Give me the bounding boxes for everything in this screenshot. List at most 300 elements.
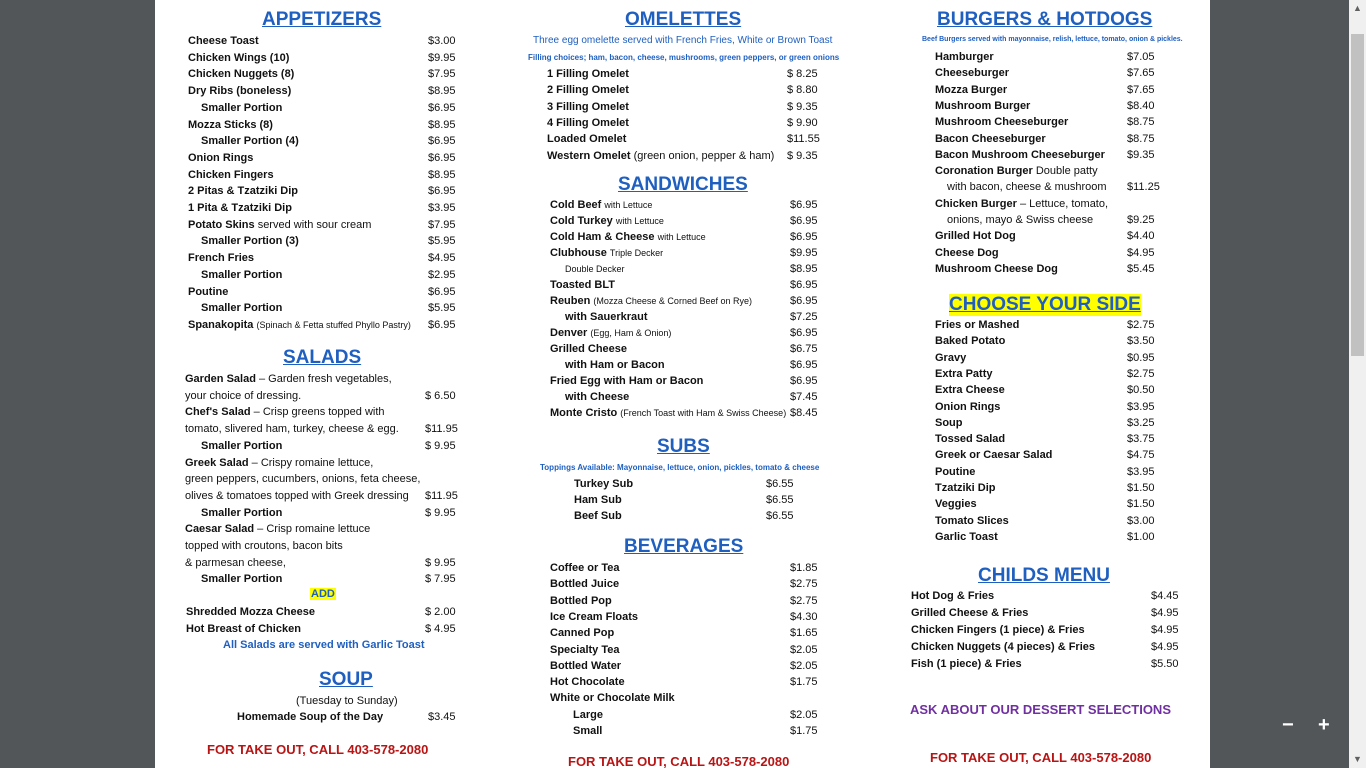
item-name: with Sauerkraut <box>565 311 648 323</box>
side-row <box>935 482 996 495</box>
item-name: Extra Cheese <box>935 384 1005 397</box>
item-description: olives & tomatoes topped with Greek dressing <box>185 489 409 502</box>
burger-row <box>935 149 1105 162</box>
item-name: Mozza Sticks (8) <box>188 118 273 131</box>
burger-row <box>935 133 1046 146</box>
side-row <box>935 449 1052 462</box>
item-name: Grilled Cheese & Fries <box>911 607 1029 619</box>
item-price: $4.95 <box>1151 607 1179 619</box>
item-price: $8.95 <box>428 118 456 131</box>
item-price: $4.95 <box>1151 641 1179 653</box>
item-price: $6.55 <box>766 510 794 522</box>
item-price: $4.30 <box>790 610 818 623</box>
vertical-scrollbar[interactable] <box>1349 0 1366 768</box>
item-name: Chicken Fingers <box>188 168 274 181</box>
salad-row <box>185 473 420 486</box>
beverage-row <box>550 611 638 624</box>
side-row <box>935 417 963 430</box>
item-name: 3 Filling Omelet <box>547 100 629 113</box>
appetizer-row <box>188 202 292 215</box>
item-name: Chef's Salad <box>185 406 251 419</box>
item-name: 1 Pita & Tzatziki Dip <box>188 202 292 214</box>
item-name: Bacon Cheeseburger <box>935 132 1046 145</box>
item-price: $3.00 <box>1127 514 1155 527</box>
item-price: $6.95 <box>428 151 456 164</box>
item-name: Smaller Portion (3) <box>201 235 299 248</box>
sandwich-row <box>550 199 652 212</box>
salad-row <box>185 490 409 503</box>
item-name: Turkey Sub <box>574 478 634 490</box>
item-description: with Lettuce <box>604 200 653 210</box>
item-price: $4.95 <box>428 252 456 265</box>
takeout-3: FOR TAKE OUT, CALL 403-578-2080 <box>930 750 1152 765</box>
item-price: $6.55 <box>766 478 794 490</box>
appetizer-row <box>188 286 228 299</box>
item-name: Monte Cristo <box>550 407 618 419</box>
item-name: Caesar Salad <box>185 523 255 536</box>
appetizer-row <box>201 269 282 282</box>
item-name: Shredded Mozza Cheese <box>186 606 315 618</box>
item-name: White or Chocolate Milk <box>550 692 675 705</box>
sandwich-row <box>550 327 671 340</box>
item-price: $1.50 <box>1127 498 1155 511</box>
item-name: Greek Salad <box>185 456 249 469</box>
item-name: Fish (1 piece) & Fries <box>911 658 1022 670</box>
item-name: Smaller Portion <box>201 506 283 519</box>
side-row <box>935 531 998 544</box>
item-price: $3.95 <box>428 202 456 214</box>
item-price: $9.35 <box>1127 148 1155 161</box>
burger-row <box>935 84 1007 97</box>
child-menu-row <box>911 590 994 603</box>
item-price: $ 4.95 <box>425 623 456 635</box>
item-name: Chicken Burger <box>935 197 1017 210</box>
item-name: Chicken Nuggets (8) <box>188 68 295 81</box>
item-description: (Mozza Cheese & Corned Beef on Rye) <box>593 296 752 306</box>
sub-row <box>574 494 622 507</box>
sandwich-row <box>565 263 625 276</box>
item-description: Triple Decker <box>609 248 664 258</box>
item-name: 4 Filling Omelet <box>547 116 629 129</box>
item-price: $1.50 <box>1127 482 1155 494</box>
item-name: Small <box>573 725 603 737</box>
item-price: $4.95 <box>1127 246 1155 259</box>
item-name: Smaller Portion <box>201 101 283 114</box>
burger-row <box>935 100 1030 113</box>
appetizer-row <box>201 135 299 148</box>
burger-row <box>935 116 1068 129</box>
item-name: Cold Beef <box>550 199 602 211</box>
side-row <box>935 433 1005 446</box>
item-price: $4.95 <box>1151 624 1179 636</box>
item-name: Toasted BLT <box>550 279 615 291</box>
item-description: – Lettuce, tomato, <box>1019 197 1109 210</box>
item-price: $9.95 <box>790 247 818 259</box>
item-description: green peppers, cucumbers, onions, feta cheese, <box>185 473 421 486</box>
item-name: Hot Dog & Fries <box>911 590 995 602</box>
item-price: $5.50 <box>1151 658 1179 670</box>
sub-row <box>574 510 622 523</box>
dessert-note: ASK ABOUT OUR DESSERT SELECTIONS <box>910 702 1171 717</box>
item-price: $1.75 <box>790 676 818 689</box>
item-price: $6.95 <box>428 101 456 114</box>
item-price: $ 8.80 <box>787 84 818 97</box>
salad-row <box>185 523 370 536</box>
side-row <box>935 352 966 365</box>
item-name: Cheese Toast <box>188 35 259 47</box>
appetizer-row <box>188 185 298 198</box>
item-name: Poutine <box>935 465 976 478</box>
item-price: $1.75 <box>790 725 818 737</box>
item-price: $3.50 <box>1127 335 1155 348</box>
item-name: Denver <box>550 327 588 339</box>
item-name: Mushroom Cheese Dog <box>935 262 1058 275</box>
item-price: $1.85 <box>790 562 818 574</box>
scroll-up-icon[interactable]: ▲ <box>1353 3 1362 13</box>
item-name: Bottled Water <box>550 659 622 672</box>
item-price: $6.95 <box>790 231 818 243</box>
item-name: Specialty Tea <box>550 643 620 656</box>
item-name: Cold Turkey <box>550 215 613 227</box>
sandwich-row <box>550 407 786 420</box>
item-price: $3.95 <box>1127 400 1155 413</box>
salad-row <box>201 573 282 586</box>
item-name: Extra Patty <box>935 367 993 380</box>
item-name: Grilled Cheese <box>550 343 628 355</box>
item-name: Chicken Wings (10) <box>188 51 290 64</box>
zoom-in-button[interactable]: + <box>1318 714 1330 736</box>
item-price: $6.95 <box>790 295 818 307</box>
item-price: $7.05 <box>1127 51 1155 63</box>
beverage-row <box>550 627 614 640</box>
item-price: $11.55 <box>787 133 820 146</box>
item-price: $ 2.00 <box>425 606 456 618</box>
item-name: Chicken Fingers (1 piece) & Fries <box>911 624 1085 636</box>
takeout-1: FOR TAKE OUT, CALL 403-578-2080 <box>207 742 429 757</box>
zoom-out-button[interactable]: − <box>1282 714 1294 736</box>
salad-add-row <box>186 623 301 636</box>
salad-row <box>201 507 282 520</box>
item-name: with Ham or Bacon <box>565 359 665 371</box>
item-name: Fries or Mashed <box>935 319 1020 331</box>
item-price: $11.25 <box>1127 181 1160 194</box>
beverage-row <box>550 692 675 705</box>
burger-row <box>935 67 1009 80</box>
item-name: Onion Rings <box>935 400 1001 413</box>
item-price: $8.75 <box>1127 116 1155 129</box>
item-price: $2.75 <box>790 594 818 607</box>
item-price: $6.95 <box>790 215 818 227</box>
salad-row <box>185 557 286 570</box>
item-description: served with sour cream <box>257 218 372 231</box>
item-price: $6.95 <box>428 135 456 148</box>
item-price: $4.40 <box>1127 230 1155 243</box>
item-name: Canned Pop <box>550 627 615 640</box>
item-price: $9.25 <box>1127 214 1155 226</box>
soup-subtitle: (Tuesday to Sunday) <box>296 695 398 707</box>
item-price: $7.95 <box>428 68 456 81</box>
side-row <box>935 515 1009 528</box>
item-price: $0.95 <box>1127 351 1155 364</box>
item-description: (Egg, Ham & Onion) <box>590 328 672 338</box>
item-price: $6.95 <box>790 199 818 211</box>
salad-add-row <box>186 606 315 619</box>
item-name: Mushroom Burger <box>935 99 1031 112</box>
item-name: Bottled Pop <box>550 594 612 607</box>
item-name: Smaller Portion (4) <box>201 135 299 148</box>
salad-row <box>185 423 399 436</box>
item-price: $2.95 <box>428 268 456 281</box>
item-price: $4.45 <box>1151 590 1179 602</box>
sandwich-row <box>565 311 648 324</box>
appetizer-row <box>188 219 371 232</box>
salads-heading: SALADS <box>283 347 362 368</box>
item-price: $5.45 <box>1127 262 1155 275</box>
item-name: Grilled Hot Dog <box>935 230 1016 243</box>
item-name: Coffee or Tea <box>550 562 620 574</box>
item-name: with Cheese <box>565 391 630 403</box>
burger-row <box>935 230 1016 243</box>
item-name: Cheeseburger <box>935 67 1009 80</box>
salad-row <box>185 373 392 386</box>
salad-row <box>185 540 343 553</box>
item-name: Clubhouse <box>550 247 607 259</box>
appetizer-row <box>188 52 289 65</box>
item-name: Smaller Portion <box>201 439 283 452</box>
item-price: $ 6.50 <box>425 389 456 402</box>
item-price: $7.45 <box>790 391 818 403</box>
sandwich-row <box>550 247 663 260</box>
omelet-row <box>547 150 774 163</box>
item-price: $7.65 <box>1127 67 1155 80</box>
takeout-2: FOR TAKE OUT, CALL 403-578-2080 <box>568 754 790 768</box>
burgers-note: Beef Burgers served with mayonnaise, relish, lettuce, tomato, onion & pickles. <box>922 36 1183 43</box>
soup-item-name: Homemade Soup of the Day <box>237 711 384 723</box>
item-price: $2.75 <box>790 578 818 591</box>
subs-note: Toppings Available: Mayonnaise, lettuce, onion, pickles, tomato & cheese <box>540 463 820 472</box>
side-row <box>935 319 1019 332</box>
item-name: Tzatziki Dip <box>935 482 996 494</box>
beverage-row <box>550 562 619 575</box>
item-name: Large <box>573 708 603 721</box>
item-name: Poutine <box>188 285 229 298</box>
item-price: $6.95 <box>790 327 818 339</box>
item-price: $7.65 <box>1127 83 1155 96</box>
item-name: Western Omelet <box>547 149 631 162</box>
childs-heading: CHILDS MENU <box>978 565 1110 586</box>
item-description: topped with croutons, bacon bits <box>185 540 343 552</box>
burger-row <box>935 51 994 64</box>
child-menu-row <box>911 607 1028 620</box>
appetizer-row <box>188 68 294 81</box>
sandwich-row <box>550 215 664 228</box>
child-menu-row <box>911 641 1095 654</box>
item-description: (green onion, pepper & ham) <box>633 149 775 162</box>
appetizer-row <box>188 252 254 265</box>
item-name: Veggies <box>935 498 977 511</box>
burger-row <box>935 247 999 260</box>
side-row <box>935 368 992 381</box>
item-price: $6.95 <box>790 359 818 371</box>
side-row <box>935 498 977 511</box>
item-price: $0.50 <box>1127 384 1155 397</box>
item-price: $3.25 <box>1127 416 1155 429</box>
item-price: $8.45 <box>790 407 818 419</box>
item-name: Chicken Nuggets (4 pieces) & Fries <box>911 641 1095 653</box>
omelet-row <box>547 84 629 97</box>
appetizer-row <box>188 119 273 132</box>
item-price: $7.95 <box>428 218 456 231</box>
item-name: Mozza Burger <box>935 83 1008 96</box>
burger-row <box>947 214 1093 227</box>
item-name: Fried Egg with Ham or Bacon <box>550 375 704 387</box>
item-description: (French Toast with Ham & Swiss Cheese) <box>620 408 787 418</box>
item-price: $11.95 <box>425 489 458 502</box>
appetizer-row <box>188 85 291 98</box>
item-price: $5.95 <box>428 235 456 248</box>
item-price: $6.95 <box>428 318 456 331</box>
item-description: tomato, slivered ham, turkey, cheese & egg. <box>185 423 399 436</box>
item-name: Cheese Dog <box>935 246 999 259</box>
beverage-row <box>573 709 603 722</box>
item-price: $6.95 <box>790 375 818 387</box>
item-name: Smaller Portion <box>201 268 283 281</box>
item-price: $2.05 <box>790 659 818 672</box>
item-description: & parmesan cheese, <box>185 556 286 569</box>
item-price: $ 9.95 <box>425 556 456 569</box>
side-row <box>935 401 1000 414</box>
item-price: $8.95 <box>428 85 456 98</box>
appetizer-row <box>188 152 253 165</box>
item-name: Reuben <box>550 295 591 307</box>
item-price: $ 9.95 <box>425 439 456 452</box>
item-name: Greek or Caesar Salad <box>935 449 1053 462</box>
child-menu-row <box>911 658 1022 671</box>
item-name: Dry Ribs (boneless) <box>188 85 292 98</box>
item-price: $9.95 <box>428 51 456 64</box>
item-price: $8.95 <box>428 168 456 181</box>
item-name: Smaller Portion <box>201 302 283 315</box>
item-name: Tomato Slices <box>935 514 1009 527</box>
item-name: Gravy <box>935 351 967 364</box>
item-price: $5.95 <box>428 302 456 315</box>
item-price: $ 9.35 <box>787 100 818 113</box>
item-price: $8.40 <box>1127 99 1155 112</box>
item-name: 1 Filling Omelet <box>547 68 629 80</box>
appetizers-heading: APPETIZERS <box>262 9 382 30</box>
appetizer-row <box>188 319 411 332</box>
beverage-row <box>550 595 612 608</box>
beverage-row <box>550 660 621 673</box>
omelet-row <box>547 117 629 130</box>
omelet-row <box>547 68 629 81</box>
item-name: Beef Sub <box>574 510 622 522</box>
omelettes-choices: Filling choices; ham, bacon, cheese, mushrooms, green peppers, or green onions <box>528 53 840 62</box>
item-description: with Lettuce <box>657 232 706 242</box>
beverage-row <box>550 644 620 657</box>
salad-row <box>185 457 373 470</box>
item-name: Garden Salad <box>185 373 256 385</box>
item-description: with Lettuce <box>615 216 664 226</box>
item-price: $6.75 <box>790 343 818 355</box>
item-name: Ice Cream Floats <box>550 610 639 623</box>
item-description: with bacon, cheese & mushroom <box>947 181 1107 194</box>
scrollbar-thumb[interactable] <box>1351 34 1364 356</box>
item-price: $2.75 <box>1127 319 1155 331</box>
burger-row <box>935 198 1108 211</box>
scroll-down-icon[interactable]: ▼ <box>1353 754 1362 764</box>
item-price: $2.05 <box>790 643 818 656</box>
burger-row <box>947 181 1107 194</box>
item-price: $2.75 <box>1127 367 1155 380</box>
salads-note: All Salads are served with Garlic Toast <box>223 639 425 651</box>
item-name: French Fries <box>188 252 255 265</box>
item-description: your choice of dressing. <box>185 389 302 402</box>
item-name: Smaller Portion <box>201 573 283 586</box>
sandwich-row <box>550 295 752 308</box>
item-price: $11.95 <box>425 423 458 436</box>
sandwich-row <box>565 359 665 372</box>
item-name: 2 Filling Omelet <box>547 84 629 97</box>
item-price: $6.95 <box>428 185 456 198</box>
item-price: $6.95 <box>790 279 818 291</box>
item-name: Coronation Burger <box>935 165 1033 178</box>
item-name: Mushroom Cheeseburger <box>935 116 1069 129</box>
item-name: Ham Sub <box>574 494 622 506</box>
item-name: 2 Pitas & Tzatziki Dip <box>188 185 299 198</box>
item-name: Cold Ham & Cheese <box>550 231 655 243</box>
item-description: (Spinach & Fetta stuffed Phyllo Pastry) <box>256 319 411 330</box>
omelettes-note: Three egg omelette served with French Fries, White or Brown Toast <box>533 35 833 46</box>
side-row <box>935 335 1005 348</box>
item-description: – Crisp greens topped with <box>253 406 385 419</box>
item-price: $1.00 <box>1127 530 1155 543</box>
omelettes-heading: OMELETTES <box>625 9 742 30</box>
salad-row <box>201 440 282 453</box>
item-price: $ 7.95 <box>425 573 456 586</box>
burger-row <box>935 263 1058 276</box>
item-name: Baked Potato <box>935 335 1006 348</box>
item-name: Soup <box>935 416 963 429</box>
item-price: $4.75 <box>1127 449 1155 462</box>
appetizer-row <box>201 235 299 248</box>
item-name: Hamburger <box>935 51 994 63</box>
side-row <box>935 466 975 479</box>
sandwich-row <box>565 391 629 404</box>
item-description: – Crisp romaine lettuce <box>257 523 371 536</box>
appetizer-row <box>201 302 282 315</box>
item-description: Double patty <box>1035 165 1098 178</box>
side-row <box>935 384 1005 397</box>
item-name: Spanakopita <box>188 318 254 331</box>
salads-add-label: ADD <box>311 588 335 600</box>
item-price: $3.75 <box>1127 433 1155 446</box>
sides-heading: CHOOSE YOUR SIDE <box>949 294 1141 315</box>
salad-row <box>185 390 301 403</box>
item-name: Tossed Salad <box>935 433 1006 446</box>
item-name: Potato Skins <box>188 218 255 231</box>
beverage-row <box>550 578 619 591</box>
item-name: Bacon Mushroom Cheeseburger <box>935 148 1105 161</box>
item-price: $1.65 <box>790 627 818 640</box>
item-price: $6.55 <box>766 494 794 506</box>
item-price: $8.75 <box>1127 132 1155 145</box>
item-description: Double Decker <box>565 264 625 274</box>
appetizer-row <box>188 169 274 182</box>
item-description: – Crispy romaine lettuce, <box>251 456 374 469</box>
subs-heading: SUBS <box>657 436 710 457</box>
soup-item-price: $3.45 <box>428 711 456 723</box>
